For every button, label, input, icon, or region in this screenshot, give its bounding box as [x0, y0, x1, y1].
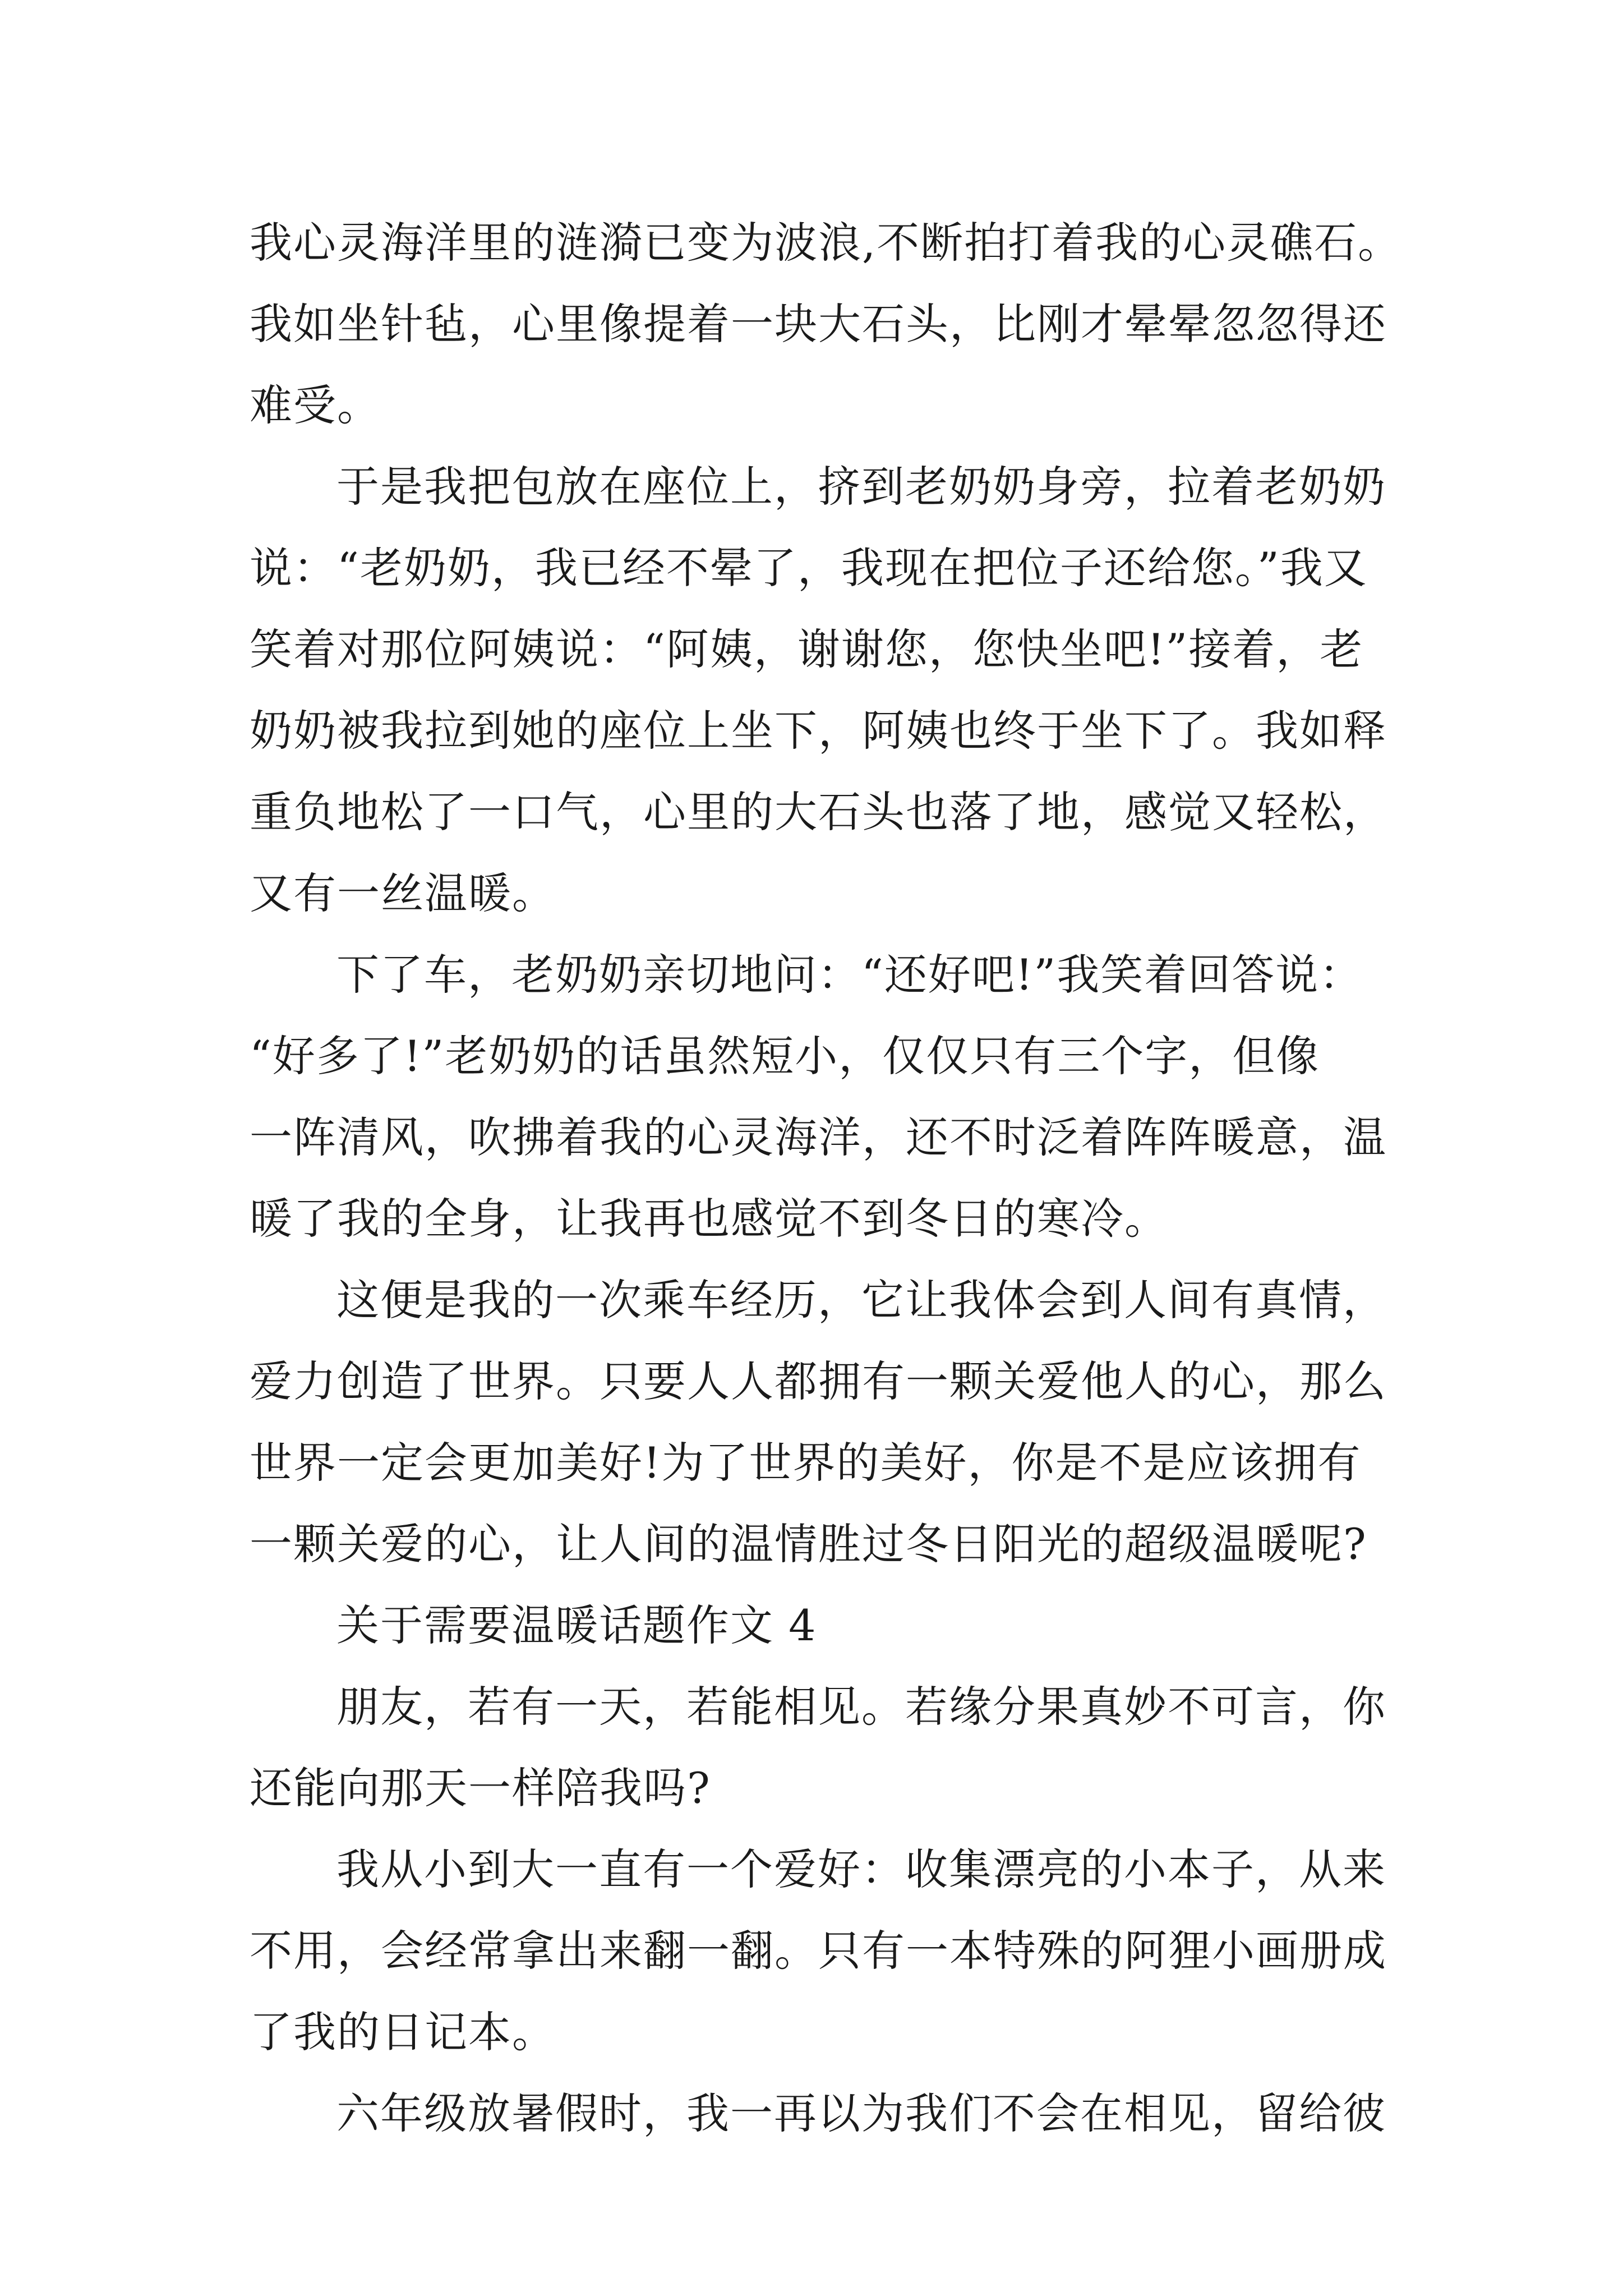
text-line: “好多了!”老奶奶的话虽然短小，仅仅只有三个字，但像 [250, 1031, 1320, 1081]
paragraph-start-line: 这便是我的一次乘车经历，它让我体会到人间有真情， [336, 1275, 1386, 1325]
text-line: 暖了我的全身，让我再也感觉不到冬日的寒冷。 [250, 1194, 1168, 1244]
text-line: 重负地松了一口气，心里的大石头也落了地，感觉又轻松， [250, 787, 1387, 837]
paragraph-start-line: 六年级放暑假时，我一再以为我们不会在相见，留给彼 [336, 2088, 1386, 2138]
section-heading: 关于需要温暖话题作文 4 [336, 1600, 817, 1650]
text-line: 我如坐针毡，心里像提着一块大石头，比刚才晕晕忽忽得还 [250, 299, 1387, 349]
text-line: 不用，会经常拿出来翻一翻。只有一本特殊的阿狸小画册成 [250, 1926, 1387, 1976]
text-line: 奶奶被我拉到她的座位上坐下，阿姨也终于坐下了。我如释 [250, 706, 1387, 756]
text-line: 世界一定会更加美好!为了世界的美好，你是不是应该拥有 [250, 1438, 1362, 1488]
text-line: 难受。 [250, 380, 381, 430]
text-line: 笑着对那位阿姨说：“阿姨，谢谢您，您快坐吧!”接着，老 [250, 624, 1364, 674]
paragraph-start-line: 下了车，老奶奶亲切地问：“还好吧!”我笑着回答说： [336, 950, 1363, 1000]
paragraph-start-line: 我从小到大一直有一个爱好：收集漂亮的小本子，从来 [336, 1844, 1386, 1894]
text-line: 说：“老奶奶，我已经不晕了，我现在把位子还给您。”我又 [250, 543, 1368, 593]
text-line: 还能向那天一样陪我吗? [250, 1763, 711, 1813]
paragraph-start-line: 于是我把包放在座位上，挤到老奶奶身旁，拉着老奶奶 [336, 462, 1386, 512]
text-line: 一颗关爱的心，让人间的温情胜过冬日阳光的超级温暖呢? [250, 1519, 1367, 1569]
text-line: 了我的日记本。 [250, 2007, 556, 2057]
text-line: 一阵清风，吹拂着我的心灵海洋，还不时泛着阵阵暖意，温 [250, 1112, 1387, 1162]
text-line: 我心灵海洋里的涟漪已变为波浪,不断拍打着我的心灵礁石。 [250, 218, 1402, 268]
paragraph-start-line: 朋友，若有一天，若能相见。若缘分果真妙不可言，你 [336, 1682, 1386, 1732]
text-line: 爱力创造了世界。只要人人都拥有一颗关爱他人的心，那么 [250, 1356, 1387, 1406]
text-line: 又有一丝温暖。 [250, 868, 556, 918]
